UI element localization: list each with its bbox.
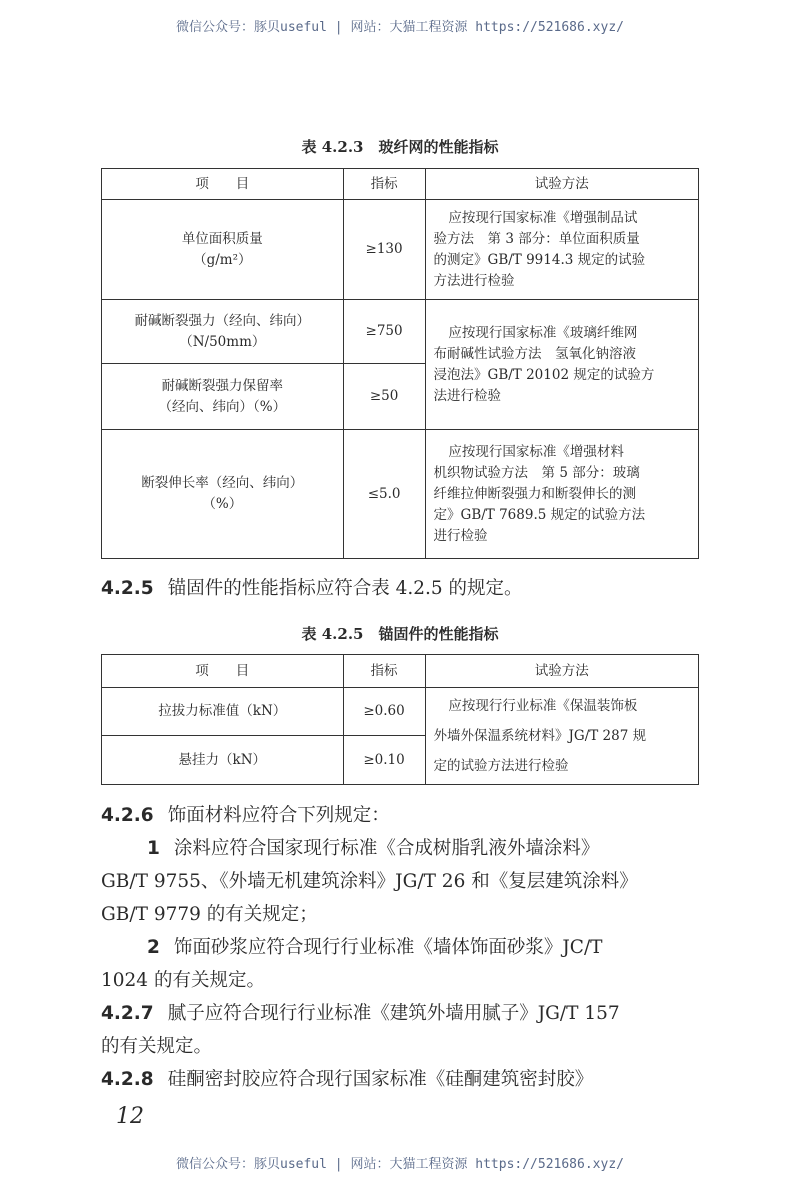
item-unit: （g/m²） xyxy=(193,251,252,268)
item-text: 涂料应符合国家现行标准《合成树脂乳液外墙涂料》 xyxy=(173,838,600,859)
glass-fiber-mesh-table xyxy=(101,168,699,559)
item-text: GB/T 9779 的有关规定； xyxy=(101,904,318,925)
clause-number: 4.2.6 xyxy=(101,805,154,826)
clause-number: 4.2.7 xyxy=(101,1003,154,1024)
method-line: 外墙外保温系统材料》JG/T 287 规 xyxy=(433,728,647,744)
method-cell xyxy=(425,688,698,785)
clause-4-2-6 xyxy=(101,799,701,1096)
table-header-row xyxy=(102,655,699,688)
clause-number: 4.2.8 xyxy=(101,1069,154,1090)
method-line: 的测定》GB/T 9914.3 规定的试验 xyxy=(433,251,646,268)
item-cell: 拉拔力标准值（kN） xyxy=(102,688,344,736)
method-line: 机织物试验方法 第 5 部分：玻璃 xyxy=(433,464,640,481)
item-unit: （N/50mm） xyxy=(179,333,266,350)
table-row xyxy=(102,430,699,559)
method-cell xyxy=(425,430,698,559)
table-row xyxy=(102,300,699,364)
value-cell: ≥0.10 xyxy=(343,736,425,785)
method-line: 应按现行国家标准《增强材料 xyxy=(448,443,624,460)
header-cell: 试验方法 xyxy=(425,169,698,200)
value-cell: ≤5.0 xyxy=(343,430,425,559)
clause-text: 腻子应符合现行行业标准《建筑外墙用腻子》JG/T 157 xyxy=(167,1003,620,1024)
value-cell: ≥130 xyxy=(343,200,425,300)
clause-text: 饰面材料应符合下列规定： xyxy=(167,805,390,826)
method-line: 验方法 第 3 部分：单位面积质量 xyxy=(433,230,640,247)
method-line: 方法进行检验 xyxy=(433,272,515,289)
item-text: 断裂伸长率（经向、纬向） xyxy=(141,475,304,491)
watermark-bottom: 微信公众号：豚贝useful | 网站：大猫工程资源 https://521686.xyz/ xyxy=(176,1157,624,1172)
item-cell xyxy=(102,300,344,364)
header-cell: 项 目 xyxy=(102,655,344,688)
anchor-table xyxy=(101,654,699,785)
item-number: 1 xyxy=(147,838,160,859)
clause-text: 锚固件的性能指标应符合表 4.2.5 的规定。 xyxy=(167,578,523,599)
clause-text: 的有关规定。 xyxy=(101,1036,213,1057)
header-cell: 项 目 xyxy=(102,169,344,200)
item-text: 单位面积质量 xyxy=(181,230,263,247)
clause-text: 硅酮密封胶应符合现行国家标准《硅酮建筑密封胶》 xyxy=(167,1069,594,1090)
method-line: 定》GB/T 7689.5 规定的试验方法 xyxy=(433,506,646,523)
clause-number: 4.2.5 xyxy=(101,578,154,599)
method-line: 法进行检验 xyxy=(433,387,502,404)
method-line: 定的试验方法进行检验 xyxy=(433,758,569,774)
table-row xyxy=(102,200,699,300)
item-text: 饰面砂浆应符合现行行业标准《墙体饰面砂浆》JC/T xyxy=(173,937,603,958)
clause-4-2-5 xyxy=(101,572,701,605)
table-header-row xyxy=(102,169,699,200)
item-cell xyxy=(102,200,344,300)
value-cell: ≥0.60 xyxy=(343,688,425,736)
item-text: 耐碱断裂强力保留率 xyxy=(161,377,284,394)
item-text: 1024 的有关规定。 xyxy=(101,970,265,991)
method-cell xyxy=(425,200,698,300)
table-row xyxy=(102,688,699,736)
header-cell: 试验方法 xyxy=(425,655,698,688)
method-line: 进行检验 xyxy=(433,527,488,544)
method-line: 布耐碱性试验方法 氢氧化钠溶液 xyxy=(433,345,637,362)
item-cell xyxy=(102,364,344,430)
header-cell: 指标 xyxy=(343,655,425,688)
method-line: 应按现行国家标准《玻璃纤维网 xyxy=(448,324,638,341)
page-number: 12 xyxy=(116,1104,144,1129)
item-cell: 悬挂力（kN） xyxy=(102,736,344,785)
method-cell xyxy=(425,300,698,430)
item-unit: （经向、纬向）（%） xyxy=(158,398,287,415)
item-text: GB/T 9755、《外墙无机建筑涂料》JG/T 26 和《复层建筑涂料》 xyxy=(101,871,638,892)
watermark-top: 微信公众号：豚贝useful | 网站：大猫工程资源 https://521686.xyz/ xyxy=(176,20,624,35)
value-cell: ≥750 xyxy=(343,300,425,364)
item-number: 2 xyxy=(147,937,160,958)
item-text: 耐碱断裂强力（经向、纬向） xyxy=(134,312,311,329)
method-line: 应按现行国家标准《增强制品试 xyxy=(448,209,638,226)
header-cell: 指标 xyxy=(343,169,425,200)
item-cell xyxy=(102,430,344,559)
table-caption: 表 4.2.5 锚固件的性能指标 xyxy=(301,625,499,643)
method-line: 应按现行行业标准《保温装饰板 xyxy=(448,698,638,714)
value-cell: ≥50 xyxy=(343,364,425,430)
item-unit: （%） xyxy=(202,496,243,512)
table-caption: 表 4.2.3 玻纤网的性能指标 xyxy=(301,138,499,156)
method-line: 纤维拉伸断裂强力和断裂伸长的测 xyxy=(433,485,637,502)
method-line: 浸泡法》GB/T 20102 规定的试验方 xyxy=(433,366,655,383)
